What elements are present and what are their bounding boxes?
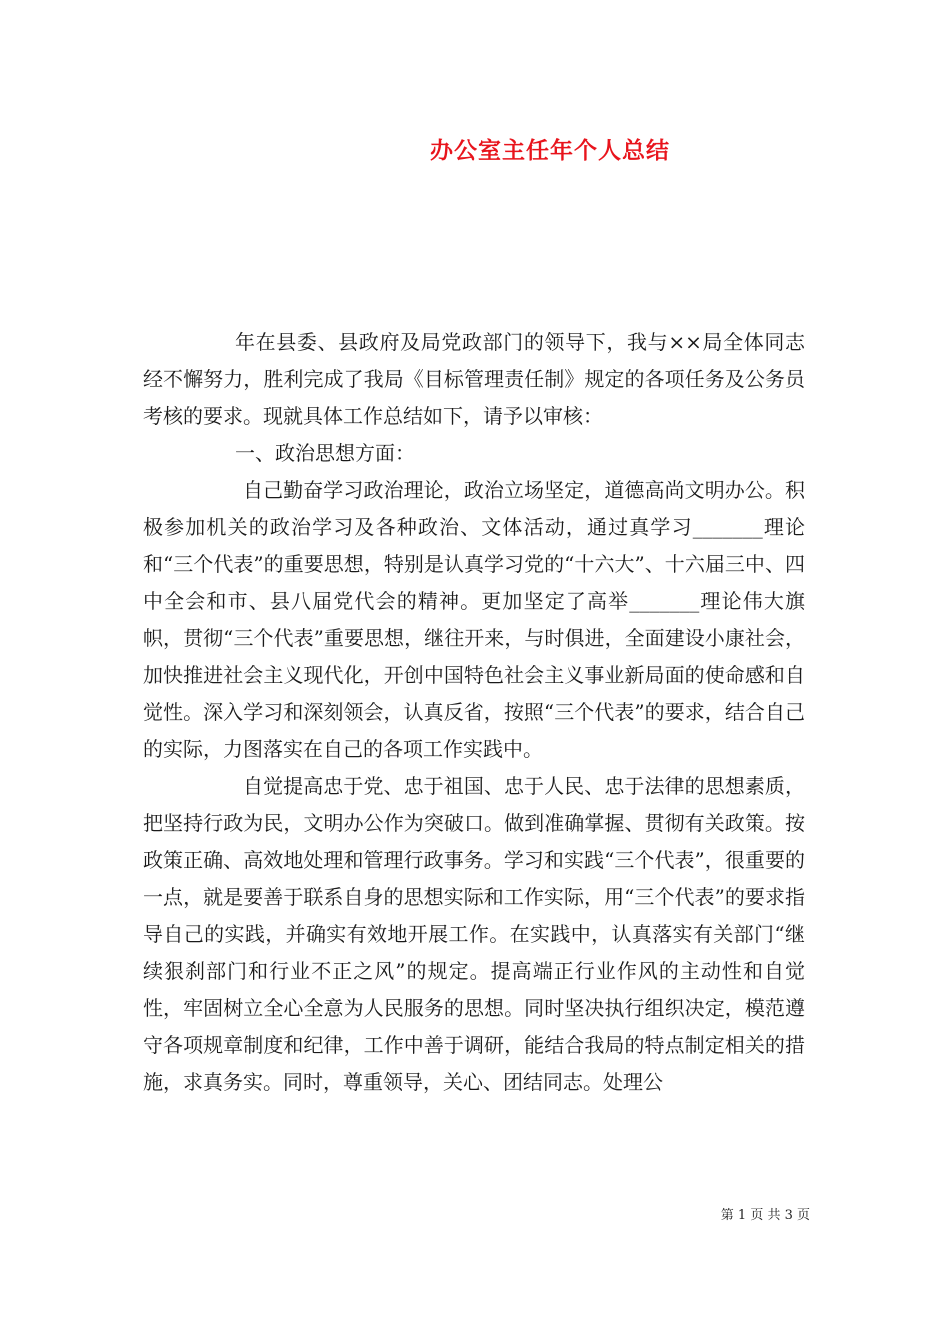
body-paragraph-1: 自己勤奋学习政治理论，政治立场坚定，道德高尚文明办公。积极参加机关的政治学习及各种政治、文体活动，通过真学习_______理论和“三个代表”的重要思想，特别是认真学习党的“十六大”、十六届三中、四中全会和市、县八届党代会的精神。更加坚定了高举_______理论伟大旗帜，贯彻“三个代表”重要思想，继往开来，与时俱进，全面建设小康社会，加快推进社会主义现代化，开创中国特色社会主义事业新局面的使命感和自觉性。深入学习和深刻领会，认真反省，按照“三个代表”的要求，结合自己的实际，力图落实在自己的各项工作实践中。 (143, 478, 805, 761)
body-paragraph-2: 自觉提高忠于党、忠于祖国、忠于人民、忠于法律的思想素质，把坚持行政为民，文明办公作为突破口。做到准确掌握、贯彻有关政策。按政策正确、高效地处理和管理行政事务。学习和实践“三个代表”，很重要的一点，就是要善于联系自身的思想实际和工作实际，用“三个代表”的要求指导自己的实践，并确实有效地开展工作。在实践中，认真落实有关部门“继续狠刹部门和行业不正之风”的规定。提高端正行业作风的主动性和自觉性，牢固树立全心全意为人民服务的思想。同时坚决执行组织决定，模范遵守各项规章制度和纪律，工作中善于调研，能结合我局的特点制定相关的措施，求真务实。同时，尊重领导，关心、团结同志。处理公 (143, 774, 805, 1094)
page-footer (700, 1204, 810, 1223)
intro-paragraph: 年在县委、县政府及局党政部门的领导下，我与××局全体同志经不懈努力，胜利完成了我局《目标管理责任制》规定的各项任务及公务员考核的要求。现就具体工作总结如下，请予以审核： (143, 330, 805, 428)
document-body (143, 324, 805, 1101)
page-number: 第 1 页 共 3 页 (720, 1208, 810, 1223)
document-title: 办公室主任年个人总结 (430, 137, 670, 164)
section-heading: 一、政治思想方面： (235, 441, 415, 465)
